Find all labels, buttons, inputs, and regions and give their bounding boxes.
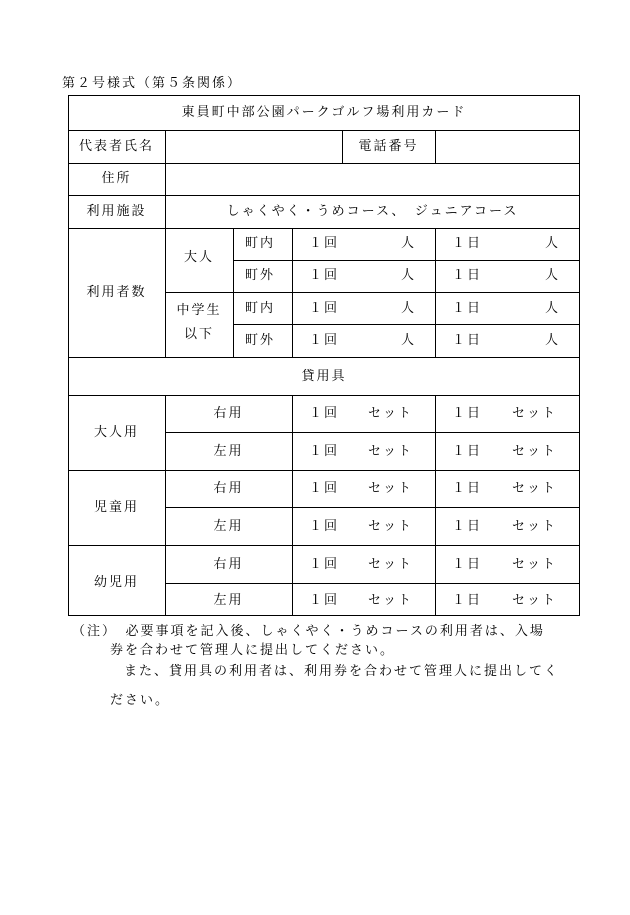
infant-right-round-unit: セット (368, 557, 414, 572)
adult-left-round-unit: セット (368, 444, 414, 459)
infant-right-label: 右用 (213, 557, 244, 572)
note-line-4: ださい。 (110, 693, 171, 708)
child-left-round: １回 (309, 519, 340, 534)
child-left-day: １日 (452, 519, 483, 534)
adult-in-town-label: 町内 (245, 236, 276, 251)
junior-label-line2: 以下 (183, 327, 214, 342)
junior-in-town-round-unit: 人 (401, 301, 417, 316)
note-line-3: また、貸用具の利用者は、利用券を合わせて管理人に提出してく (124, 664, 560, 679)
address-label: 住所 (101, 171, 132, 186)
infant-left-round: １回 (309, 593, 340, 608)
infant-left-label: 左用 (213, 593, 244, 608)
junior-in-town-day: １日 (452, 301, 483, 316)
card-title: 東員町中部公園パークゴルフ場利用カード (181, 105, 467, 120)
note-line-1: （注） 必要事項を記入後、しゃくやく・うめコースの利用者は、入場 (72, 624, 545, 639)
junior-out-town-round: １回 (309, 333, 340, 348)
adult-out-town-round: １回 (309, 268, 340, 283)
child-right-day: １日 (452, 481, 483, 496)
facility-label: 利用施設 (86, 204, 147, 219)
adult-left-label: 左用 (213, 444, 244, 459)
infant-use-label: 幼児用 (93, 575, 139, 590)
adult-in-town-round: １回 (309, 236, 340, 251)
adult-left-round: １回 (309, 444, 340, 459)
junior-in-town-day-unit: 人 (545, 301, 561, 316)
adult-right-day-unit: セット (512, 406, 558, 421)
adult-left-day: １日 (452, 444, 483, 459)
infant-right-day-unit: セット (512, 557, 558, 572)
child-left-label: 左用 (213, 519, 244, 534)
junior-label-line1: 中学生 (176, 303, 222, 318)
phone-label: 電話番号 (358, 139, 419, 154)
adult-out-town-label: 町外 (245, 268, 276, 283)
infant-left-round-unit: セット (368, 593, 414, 608)
adult-use-label: 大人用 (93, 425, 139, 440)
adult-right-day: １日 (452, 406, 483, 421)
adult-out-town-round-unit: 人 (401, 268, 417, 283)
adult-in-town-day-unit: 人 (545, 236, 561, 251)
adult-label: 大人 (183, 250, 214, 265)
junior-in-town-round: １回 (309, 301, 340, 316)
child-right-round: １回 (309, 481, 340, 496)
users-label: 利用者数 (86, 285, 147, 300)
infant-left-day-unit: セット (512, 593, 558, 608)
adult-right-round: １回 (309, 406, 340, 421)
adult-right-label: 右用 (213, 406, 244, 421)
note-line-2: 券を合わせて管理人に提出してください。 (110, 643, 396, 658)
adult-in-town-round-unit: 人 (401, 236, 417, 251)
child-right-day-unit: セット (512, 481, 558, 496)
facility-value: しゃくやく・うめコース、 ジュニアコース (226, 204, 519, 219)
adult-out-town-day-unit: 人 (545, 268, 561, 283)
junior-in-town-label: 町内 (245, 301, 276, 316)
adult-right-round-unit: セット (368, 406, 414, 421)
child-right-label: 右用 (213, 481, 244, 496)
infant-right-round: １回 (309, 557, 340, 572)
junior-out-town-day-unit: 人 (545, 333, 561, 348)
child-left-day-unit: セット (512, 519, 558, 534)
junior-out-town-label: 町外 (245, 333, 276, 348)
form-number-label: 第２号様式（第５条関係） (62, 76, 243, 91)
infant-right-day: １日 (452, 557, 483, 572)
child-use-label: 児童用 (93, 500, 139, 515)
infant-left-day: １日 (452, 593, 483, 608)
junior-out-town-round-unit: 人 (401, 333, 417, 348)
child-left-round-unit: セット (368, 519, 414, 534)
adult-in-town-day: １日 (452, 236, 483, 251)
adult-out-town-day: １日 (452, 268, 483, 283)
child-right-round-unit: セット (368, 481, 414, 496)
rep-name-label: 代表者氏名 (78, 139, 154, 154)
junior-out-town-day: １日 (452, 333, 483, 348)
adult-left-day-unit: セット (512, 444, 558, 459)
rental-header: 貸用具 (301, 369, 347, 384)
